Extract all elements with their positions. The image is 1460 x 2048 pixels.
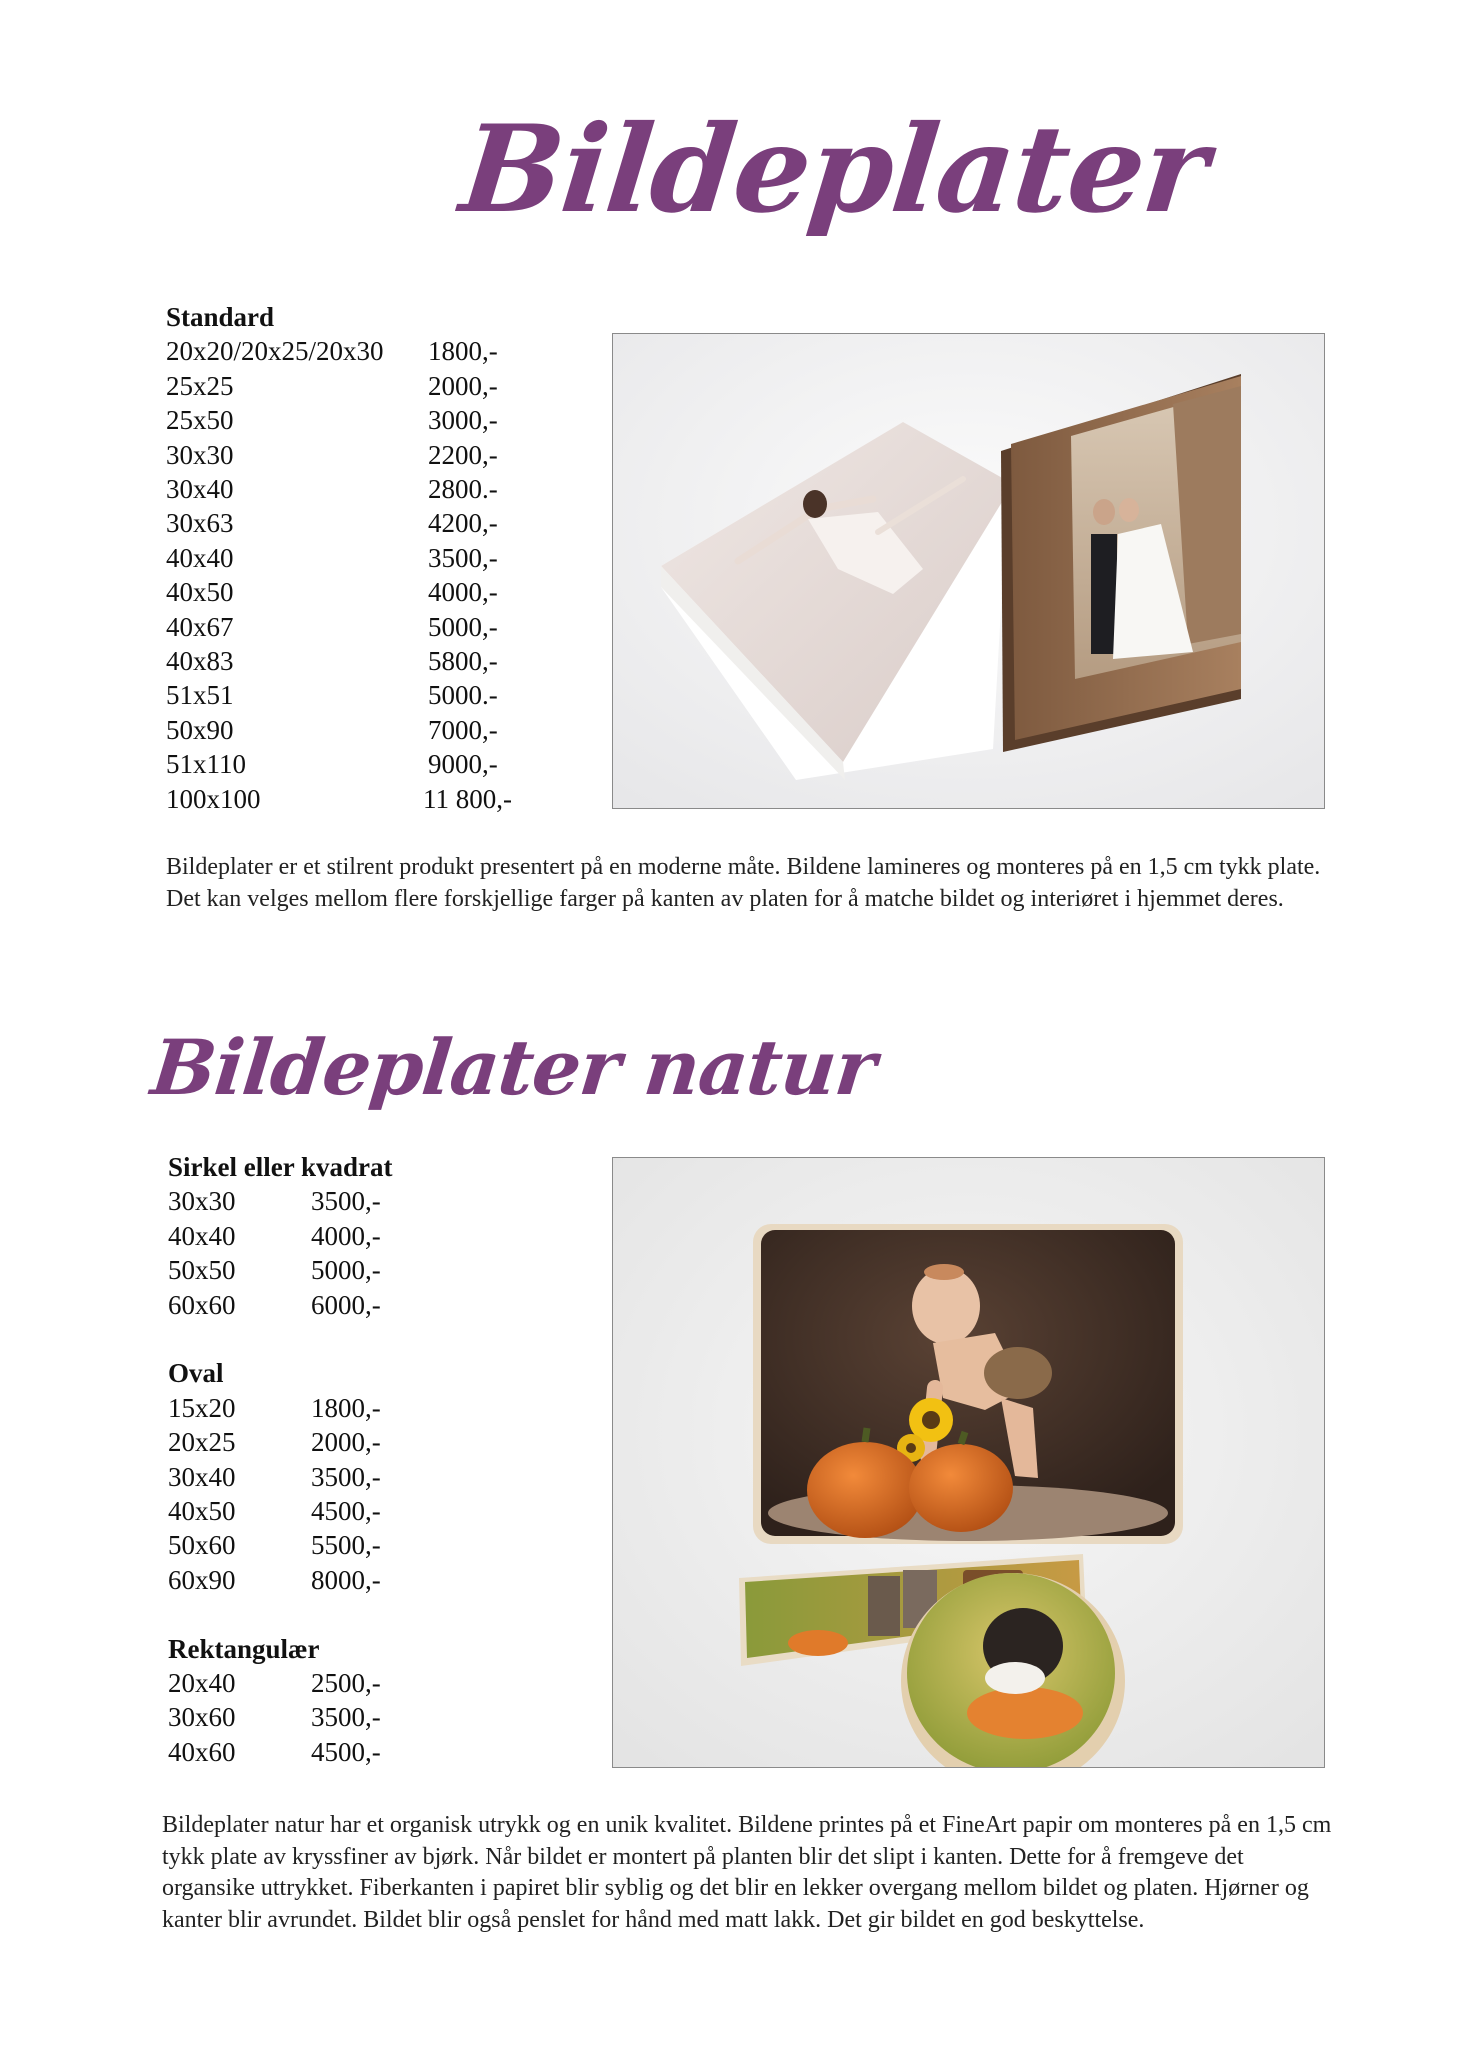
price-row: [168, 1288, 392, 1322]
price-row: [166, 713, 528, 747]
size-label: 40x60: [168, 1736, 236, 1767]
price-row: [168, 1494, 392, 1528]
standard-description: Bildeplater er et stilrent produkt presentert på en moderne måte. Bildene lamineres og monteres på en 1,5 cm tykk plate. Det kan velges mellom flere forskjellige farger på kanten av platen for å matche bildet og interiøret i hjemmet deres.: [166, 854, 1321, 912]
size-label: 30x30: [166, 439, 234, 470]
price-value: 5000,-: [311, 1255, 381, 1286]
size-label: 40x50: [166, 577, 234, 608]
price-row: [168, 1184, 392, 1218]
size-label: 30x40: [168, 1461, 236, 1492]
price-value: 4000,-: [428, 577, 498, 608]
size-label: 100x100: [166, 783, 261, 814]
price-value: 2000,-: [311, 1427, 381, 1458]
size-label: 51x51: [166, 680, 234, 711]
price-row: [168, 1425, 392, 1459]
size-label: 60x60: [168, 1289, 236, 1320]
price-row: [166, 644, 528, 678]
size-label: 25x50: [166, 405, 234, 436]
price-value: 5500,-: [311, 1530, 381, 1561]
price-row: [168, 1391, 392, 1425]
natur-product-photo: [612, 1157, 1325, 1768]
price-value: 8000,-: [311, 1564, 381, 1595]
price-value: 2500,-: [311, 1668, 381, 1699]
price-value: 4000,-: [311, 1220, 381, 1251]
price-value: 6000,-: [311, 1289, 381, 1320]
size-label: 30x63: [166, 508, 234, 539]
standard-product-photo: [612, 333, 1325, 809]
natur-description: Bildeplater natur har et organisk utrykk og en unik kvalitet. Bildene printes på et FineArt papir om monteres på en 1,5 cm tykk plate av kryssfiner av bjørk. Når bildet er montert på planten blir det slipt i kanten. Dette for å fremgeve det organsike uttrykket. Fiberkanten i papiret blir syblig og det blir en lekker overgang mellom bildet og platen. Hjørner og kanter blir avrundet. Bildet blir også penslet for hånd med matt lakk. Det gir bildet en god beskyttelse.: [162, 1812, 1332, 1933]
group-heading: Oval: [168, 1358, 224, 1389]
size-label: 20x20/20x25/20x30: [166, 336, 384, 367]
size-label: 30x40: [166, 474, 234, 505]
price-row: [168, 1735, 392, 1769]
price-value: 9000,-: [428, 749, 498, 780]
price-row: [168, 1253, 392, 1287]
price-group-oval: [168, 1356, 392, 1597]
price-value: 7000,-: [428, 714, 498, 745]
price-row: [168, 1219, 392, 1253]
price-value: 3500,-: [311, 1186, 381, 1217]
price-row: [166, 403, 528, 437]
size-label: 50x60: [168, 1530, 236, 1561]
price-value: 5000,-: [428, 611, 498, 642]
price-row: [166, 782, 528, 816]
price-value: 3500,-: [311, 1702, 381, 1733]
standard-heading: Standard: [166, 302, 275, 332]
price-value: 11 800,-: [423, 783, 512, 814]
size-label: 20x25: [168, 1427, 236, 1458]
price-row: [168, 1460, 392, 1494]
price-row: [166, 472, 528, 506]
size-label: 60x90: [168, 1564, 236, 1595]
price-value: 1800,-: [311, 1392, 381, 1423]
price-value: 3500,-: [311, 1461, 381, 1492]
price-value: 5800,-: [428, 646, 498, 677]
page-title: Bildeplater: [454, 99, 1214, 240]
price-row: [166, 334, 528, 368]
size-label: 40x40: [166, 542, 234, 573]
price-value: 4500,-: [311, 1736, 381, 1767]
price-row: [166, 610, 528, 644]
price-row: [168, 1700, 392, 1734]
price-value: 3000,-: [428, 405, 498, 436]
group-heading: Sirkel eller kvadrat: [168, 1152, 393, 1182]
standard-price-list: [166, 300, 528, 816]
group-heading: Rektangulær: [168, 1633, 320, 1664]
photo-image: [613, 1158, 1324, 1767]
price-value: 2800.-: [428, 474, 498, 505]
price-row: [166, 438, 528, 472]
size-label: 30x30: [168, 1186, 236, 1217]
price-value: 4200,-: [428, 508, 498, 539]
size-label: 40x40: [168, 1220, 236, 1251]
size-label: 40x50: [168, 1496, 236, 1527]
price-value: 1800,-: [428, 336, 498, 367]
price-row: [166, 678, 528, 712]
price-row: [166, 506, 528, 540]
size-label: 25x25: [166, 370, 234, 401]
size-label: 20x40: [168, 1668, 236, 1699]
price-row: [168, 1563, 392, 1597]
price-group-rectangular: [168, 1632, 392, 1770]
price-row: [166, 575, 528, 609]
price-row: [166, 541, 528, 575]
natur-price-list: [168, 1150, 392, 1769]
size-label: 40x83: [166, 646, 234, 677]
price-row: [168, 1528, 392, 1562]
size-label: 50x50: [168, 1255, 236, 1286]
section-title-natur: Bildeplater natur: [147, 1023, 880, 1112]
price-group-circle-square: [168, 1150, 392, 1322]
size-label: 50x90: [166, 714, 234, 745]
price-value: 4500,-: [311, 1496, 381, 1527]
price-row: [166, 747, 528, 781]
size-label: 30x60: [168, 1702, 236, 1733]
price-value: 2000,-: [428, 370, 498, 401]
price-row: [166, 369, 528, 403]
price-row: [168, 1666, 392, 1700]
size-label: 15x20: [168, 1392, 236, 1423]
price-value: 2200,-: [428, 439, 498, 470]
price-value: 5000.-: [428, 680, 498, 711]
photo-image: [613, 334, 1324, 808]
size-label: 51x110: [166, 749, 246, 780]
size-label: 40x67: [166, 611, 234, 642]
price-value: 3500,-: [428, 542, 498, 573]
